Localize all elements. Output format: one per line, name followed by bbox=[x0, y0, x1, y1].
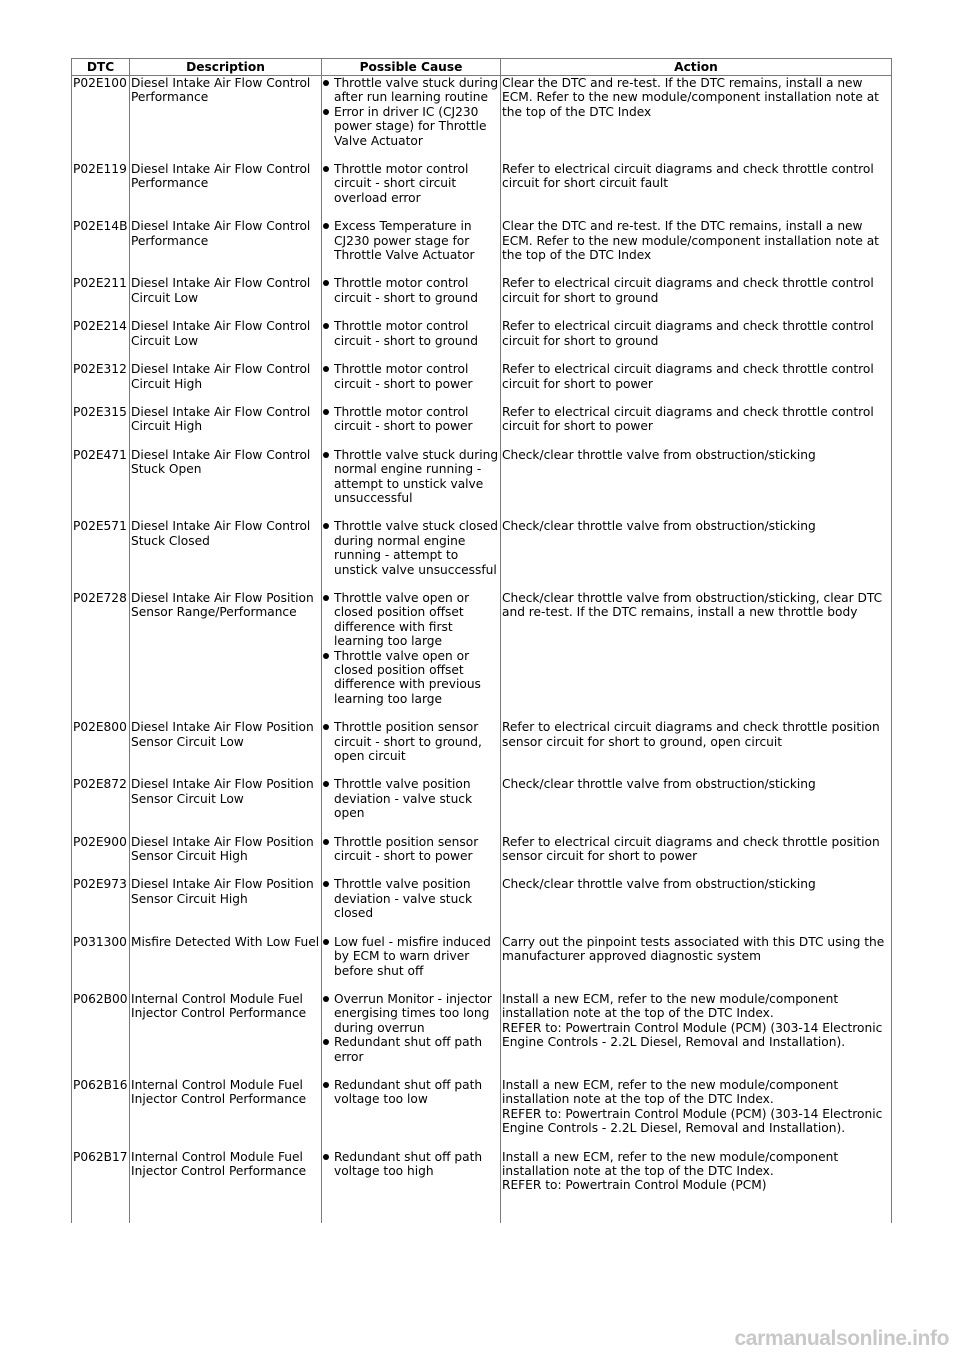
list-item bbox=[323, 276, 499, 305]
cause-text: Throttle motor control circuit - short to ground bbox=[334, 319, 478, 348]
cause-text: Throttle motor control circuit - short to power bbox=[334, 362, 473, 391]
cause-text: Throttle position sensor circuit - short to ground, open circuit bbox=[334, 720, 482, 764]
dtc-code: P02E973 bbox=[72, 877, 130, 934]
possible-cause-cell bbox=[322, 1150, 501, 1223]
dtc-description: Diesel Intake Air Flow Control Performance bbox=[130, 219, 322, 276]
table-row bbox=[72, 448, 892, 520]
possible-cause-cell bbox=[322, 935, 501, 992]
cause-list bbox=[323, 935, 499, 978]
list-item bbox=[323, 362, 499, 391]
dtc-action: Clear the DTC and re-test. If the DTC remains, install a new ECM. Refer to the new module/component installation note at the top of the DTC Index bbox=[501, 76, 892, 163]
cause-text: Redundant shut off path error bbox=[334, 1035, 483, 1064]
dtc-code: P02E800 bbox=[72, 720, 130, 777]
table-row bbox=[72, 591, 892, 720]
cause-list bbox=[323, 76, 499, 148]
dtc-action: Check/clear throttle valve from obstruction/sticking bbox=[501, 519, 892, 591]
cause-list bbox=[323, 519, 499, 577]
cause-text: Redundant shut off path voltage too high bbox=[334, 1149, 483, 1178]
list-item bbox=[323, 591, 499, 649]
cause-list bbox=[323, 777, 499, 820]
dtc-description: Diesel Intake Air Flow Position Sensor Circuit High bbox=[130, 877, 322, 934]
possible-cause-cell bbox=[322, 835, 501, 878]
dtc-code: P062B16 bbox=[72, 1078, 130, 1150]
table-row bbox=[72, 992, 892, 1078]
list-item bbox=[323, 649, 499, 707]
cause-text: Throttle valve position deviation - valve stuck open bbox=[334, 777, 473, 821]
dtc-action: Refer to electrical circuit diagrams and check throttle control circuit for short circuit fault bbox=[501, 162, 892, 219]
bullet-icon bbox=[323, 996, 329, 1002]
bullet-icon bbox=[323, 409, 329, 415]
bullet-icon bbox=[323, 1039, 329, 1045]
possible-cause-cell bbox=[322, 162, 501, 219]
cause-list bbox=[323, 1078, 499, 1107]
cause-list bbox=[323, 362, 499, 391]
dtc-description: Diesel Intake Air Flow Position Sensor Circuit Low bbox=[130, 777, 322, 834]
cause-text: Low fuel - misfire induced by ECM to warn driver before shut off bbox=[334, 934, 491, 978]
header-dtc: DTC bbox=[72, 59, 130, 76]
list-item bbox=[323, 835, 499, 864]
list-item bbox=[323, 877, 499, 920]
dtc-code: P02E872 bbox=[72, 777, 130, 834]
watermark-logo bbox=[708, 1323, 950, 1353]
dtc-table-body bbox=[72, 76, 892, 1223]
cause-list bbox=[323, 720, 499, 763]
cause-list bbox=[323, 276, 499, 305]
possible-cause-cell bbox=[322, 219, 501, 276]
dtc-code: P02E119 bbox=[72, 162, 130, 219]
cause-text: Throttle valve open or closed position offset difference with first learning too large bbox=[334, 590, 470, 649]
list-item bbox=[323, 448, 499, 506]
possible-cause-cell bbox=[322, 405, 501, 448]
dtc-action: Refer to electrical circuit diagrams and check throttle position sensor circuit for short to power bbox=[501, 835, 892, 878]
possible-cause-cell bbox=[322, 448, 501, 520]
dtc-code: P02E471 bbox=[72, 448, 130, 520]
dtc-code: P02E14B bbox=[72, 219, 130, 276]
cause-text: Redundant shut off path voltage too low bbox=[334, 1077, 483, 1107]
header-description: Description bbox=[130, 59, 322, 76]
bullet-icon bbox=[323, 523, 329, 529]
dtc-description: Diesel Intake Air Flow Control Circuit High bbox=[130, 362, 322, 405]
possible-cause-cell bbox=[322, 1078, 501, 1150]
dtc-description: Diesel Intake Air Flow Control Circuit High bbox=[130, 405, 322, 448]
cause-list bbox=[323, 219, 499, 262]
dtc-action: Refer to electrical circuit diagrams and check throttle control circuit for short to ground bbox=[501, 276, 892, 319]
dtc-description: Internal Control Module Fuel Injector Control Performance bbox=[130, 1150, 322, 1223]
cause-text: Throttle motor control circuit - short to ground bbox=[334, 276, 478, 305]
dtc-code: P02E312 bbox=[72, 362, 130, 405]
svg-text:carmanualsonline.info: carmanualsonline.info bbox=[734, 1327, 949, 1350]
cause-list bbox=[323, 405, 499, 434]
bullet-icon bbox=[323, 280, 329, 286]
cause-list bbox=[323, 835, 499, 864]
bullet-icon bbox=[323, 452, 329, 458]
table-row bbox=[72, 319, 892, 362]
dtc-action: Refer to electrical circuit diagrams and check throttle control circuit for short to power bbox=[501, 362, 892, 405]
dtc-code: P062B00 bbox=[72, 992, 130, 1078]
table-row bbox=[72, 777, 892, 834]
dtc-action: Check/clear throttle valve from obstruction/sticking bbox=[501, 877, 892, 934]
header-possible-cause: Possible Cause bbox=[322, 59, 501, 76]
possible-cause-cell bbox=[322, 276, 501, 319]
table-row bbox=[72, 935, 892, 992]
bullet-icon bbox=[323, 653, 329, 659]
bullet-icon bbox=[323, 881, 329, 887]
dtc-description: Diesel Intake Air Flow Control Stuck Open bbox=[130, 448, 322, 520]
table-row bbox=[72, 1150, 892, 1223]
dtc-action: Check/clear throttle valve from obstruction/sticking bbox=[501, 777, 892, 834]
list-item bbox=[323, 162, 499, 205]
bullet-icon bbox=[323, 595, 329, 601]
list-item bbox=[323, 720, 499, 763]
dtc-code: P02E900 bbox=[72, 835, 130, 878]
table-row bbox=[72, 835, 892, 878]
list-item bbox=[323, 105, 499, 148]
table-row bbox=[72, 720, 892, 777]
possible-cause-cell bbox=[322, 591, 501, 720]
dtc-action: Carry out the pinpoint tests associated with this DTC using the manufacturer approved diagnostic system bbox=[501, 935, 892, 992]
bullet-icon bbox=[323, 724, 329, 730]
bullet-icon bbox=[323, 109, 329, 115]
list-item bbox=[323, 1078, 499, 1107]
table-row bbox=[72, 162, 892, 219]
dtc-description: Internal Control Module Fuel Injector Control Performance bbox=[130, 992, 322, 1078]
bullet-icon bbox=[323, 1082, 329, 1088]
cause-text: Overrun Monitor - injector energising times too long during overrun bbox=[334, 991, 492, 1035]
cause-text: Throttle valve stuck during after run learning routine bbox=[334, 76, 499, 105]
table-row bbox=[72, 276, 892, 319]
possible-cause-cell bbox=[322, 319, 501, 362]
dtc-code: P062B17 bbox=[72, 1150, 130, 1223]
list-item bbox=[323, 777, 499, 820]
dtc-action: Refer to electrical circuit diagrams and check throttle control circuit for short to ground bbox=[501, 319, 892, 362]
dtc-description: Diesel Intake Air Flow Control Circuit Low bbox=[130, 319, 322, 362]
cause-list bbox=[323, 319, 499, 348]
header-action: Action bbox=[501, 59, 892, 76]
table-row bbox=[72, 1078, 892, 1150]
possible-cause-cell bbox=[322, 777, 501, 834]
cause-text: Throttle valve position deviation - valve stuck closed bbox=[334, 877, 473, 921]
possible-cause-cell bbox=[322, 877, 501, 934]
cause-text: Throttle motor control circuit - short to power bbox=[334, 404, 473, 434]
bullet-icon bbox=[323, 80, 329, 86]
cause-text: Throttle valve stuck closed during normal engine running - attempt to unstick valve unsuccessful bbox=[334, 519, 498, 577]
dtc-description: Diesel Intake Air Flow Control Stuck Closed bbox=[130, 519, 322, 591]
bullet-icon bbox=[323, 366, 329, 372]
dtc-code: P02E728 bbox=[72, 591, 130, 720]
dtc-description: Diesel Intake Air Flow Control Performance bbox=[130, 162, 322, 219]
bullet-icon bbox=[323, 839, 329, 845]
dtc-code: P031300 bbox=[72, 935, 130, 992]
list-item bbox=[323, 219, 499, 262]
table-row bbox=[72, 519, 892, 591]
dtc-code: P02E571 bbox=[72, 519, 130, 591]
dtc-description: Diesel Intake Air Flow Position Sensor Circuit Low bbox=[130, 720, 322, 777]
cause-list bbox=[323, 1150, 499, 1179]
possible-cause-cell bbox=[322, 76, 501, 163]
bullet-icon bbox=[323, 323, 329, 329]
dtc-action: Install a new ECM, refer to the new module/component installation note at the top of the DTC Index. REFER to: Powertrain Control Module (PCM) (303-14 Electronic Engine Controls - 2.2L Diesel, Removal and Installation). bbox=[501, 992, 892, 1078]
possible-cause-cell bbox=[322, 362, 501, 405]
dtc-description: Diesel Intake Air Flow Position Sensor Circuit High bbox=[130, 835, 322, 878]
bullet-icon bbox=[323, 939, 329, 945]
possible-cause-cell bbox=[322, 519, 501, 591]
cause-text: Throttle motor control circuit - short circuit overload error bbox=[334, 162, 469, 205]
dtc-action: Refer to electrical circuit diagrams and check throttle control circuit for short to power bbox=[501, 405, 892, 448]
list-item bbox=[323, 405, 499, 434]
cause-text: Excess Temperature in CJ230 power stage for Throttle Valve Actuator bbox=[334, 219, 475, 263]
cause-list bbox=[323, 877, 499, 920]
cause-list bbox=[323, 591, 499, 706]
list-item bbox=[323, 1150, 499, 1179]
list-item bbox=[323, 319, 499, 348]
dtc-action: Refer to electrical circuit diagrams and check throttle position sensor circuit for short to ground, open circuit bbox=[501, 720, 892, 777]
dtc-action: Clear the DTC and re-test. If the DTC remains, install a new ECM. Refer to the new module/component installation note at the top of the DTC Index bbox=[501, 219, 892, 276]
possible-cause-cell bbox=[322, 992, 501, 1078]
list-item bbox=[323, 992, 499, 1035]
cause-list bbox=[323, 992, 499, 1064]
bullet-icon bbox=[323, 1154, 329, 1160]
list-item bbox=[323, 935, 499, 978]
bullet-icon bbox=[323, 781, 329, 787]
dtc-code: P02E211 bbox=[72, 276, 130, 319]
dtc-table bbox=[71, 58, 892, 1223]
dtc-action: Check/clear throttle valve from obstruction/sticking bbox=[501, 448, 892, 520]
table-row bbox=[72, 362, 892, 405]
bullet-icon bbox=[323, 166, 329, 172]
cause-list bbox=[323, 162, 499, 205]
table-row bbox=[72, 877, 892, 934]
table-row bbox=[72, 405, 892, 448]
list-item bbox=[323, 1035, 499, 1064]
dtc-code: P02E315 bbox=[72, 405, 130, 448]
dtc-action: Install a new ECM, refer to the new module/component installation note at the top of the DTC Index. REFER to: Powertrain Control Module (PCM) bbox=[501, 1150, 892, 1223]
dtc-description: Misfire Detected With Low Fuel bbox=[130, 935, 322, 992]
dtc-description: Diesel Intake Air Flow Position Sensor Range/Performance bbox=[130, 591, 322, 720]
table-row bbox=[72, 76, 892, 163]
dtc-description: Diesel Intake Air Flow Control Circuit Low bbox=[130, 276, 322, 319]
bullet-icon bbox=[323, 223, 329, 229]
cause-text: Throttle valve open or closed position offset difference with previous learning too large bbox=[334, 648, 481, 706]
dtc-action: Check/clear throttle valve from obstruction/sticking, clear DTC and re-test. If the DTC remains, install a new throttle body bbox=[501, 591, 892, 720]
table-row bbox=[72, 219, 892, 276]
cause-text: Throttle valve stuck during normal engine running - attempt to unstick valve unsuccessful bbox=[334, 447, 499, 505]
cause-list bbox=[323, 448, 499, 506]
dtc-description: Internal Control Module Fuel Injector Control Performance bbox=[130, 1078, 322, 1150]
possible-cause-cell bbox=[322, 720, 501, 777]
dtc-code: P02E100 bbox=[72, 76, 130, 163]
list-item bbox=[323, 519, 499, 577]
header-row bbox=[72, 59, 892, 76]
list-item bbox=[323, 76, 499, 105]
dtc-code: P02E214 bbox=[72, 319, 130, 362]
cause-text: Error in driver IC (CJ230 power stage) for Throttle Valve Actuator bbox=[334, 104, 487, 148]
dtc-description: Diesel Intake Air Flow Control Performance bbox=[130, 76, 322, 163]
dtc-action: Install a new ECM, refer to the new module/component installation note at the top of the DTC Index. REFER to: Powertrain Control Module (PCM) (303-14 Electronic Engine Controls - 2.2L Diesel, Removal and Installation). bbox=[501, 1078, 892, 1150]
cause-text: Throttle position sensor circuit - short to power bbox=[334, 834, 479, 864]
